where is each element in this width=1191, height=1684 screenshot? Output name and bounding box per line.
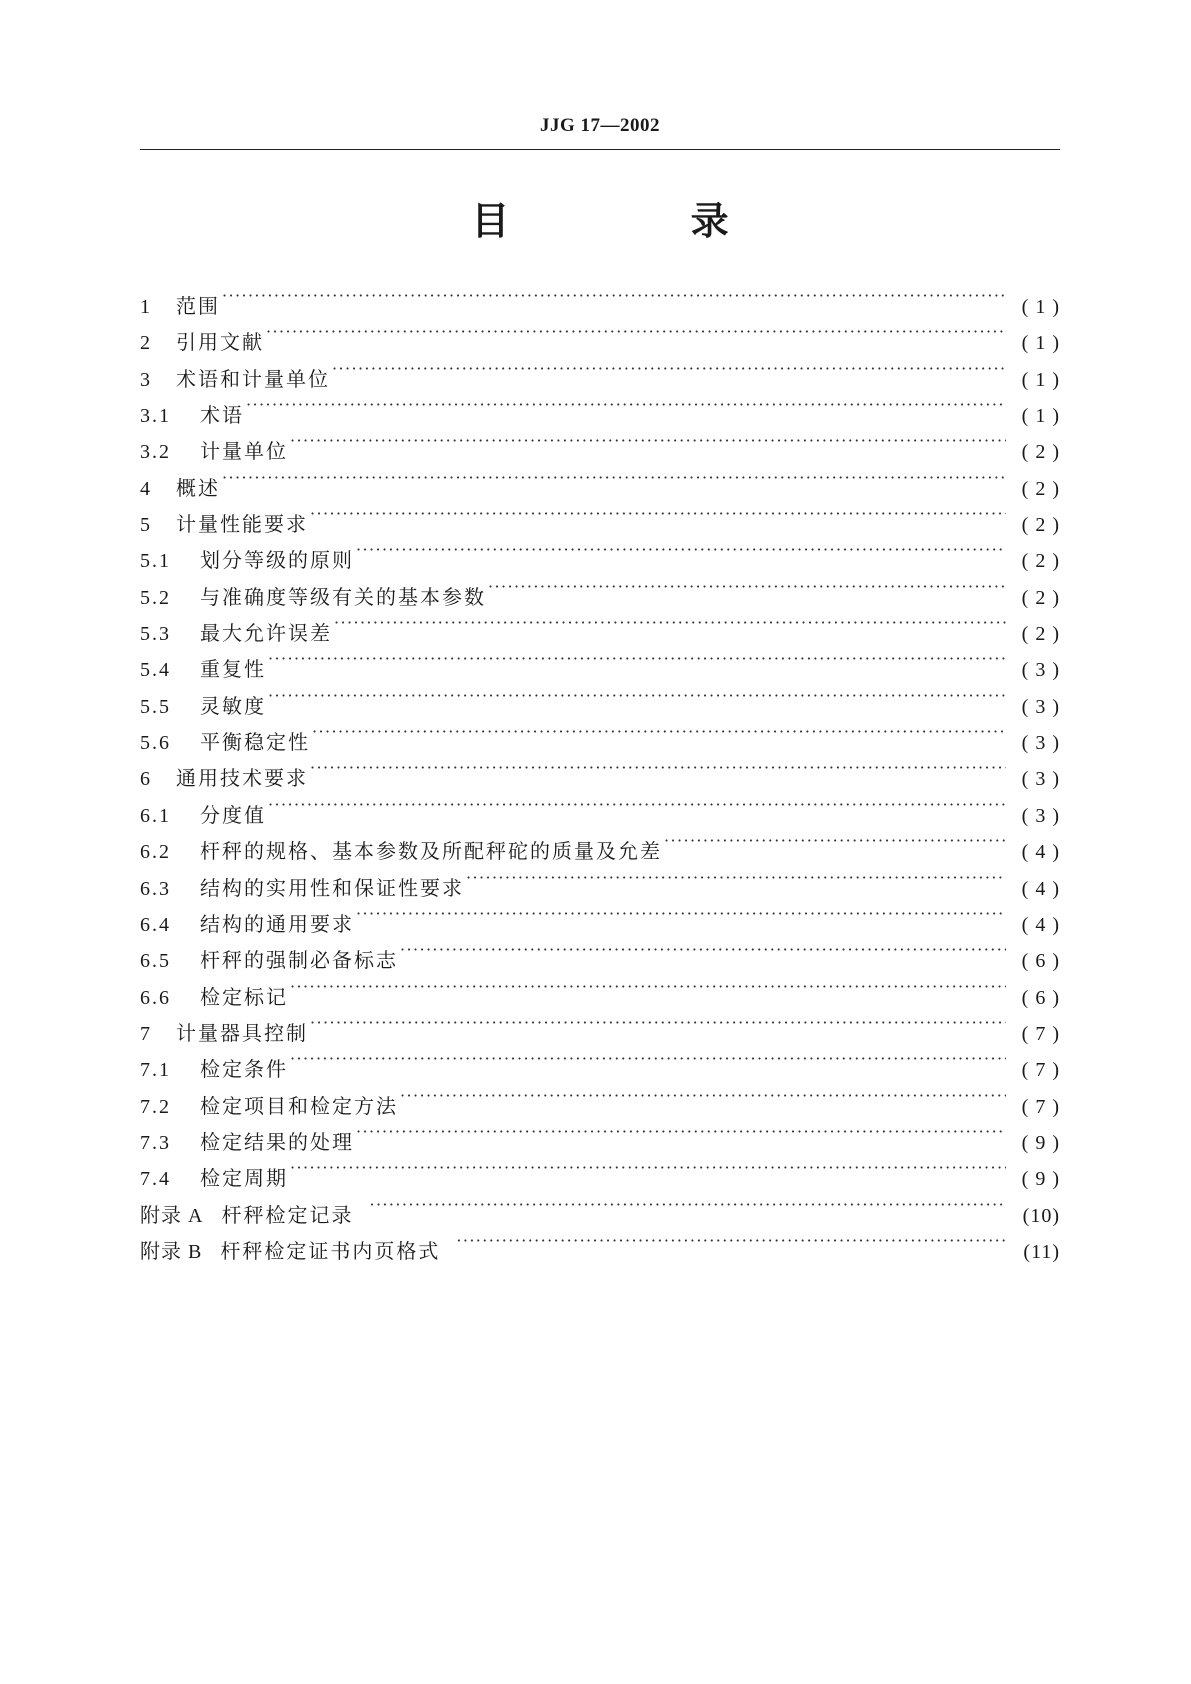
toc-entry-page: ( 4 ) (1021, 841, 1060, 864)
toc-entry[interactable] (140, 713, 1060, 755)
toc-dot-leader (488, 568, 1006, 604)
toc-entry-label: 计量单位 (200, 439, 288, 464)
toc-entry-page: ( 9 ) (1021, 1168, 1060, 1191)
toc-dot-leader (246, 386, 1006, 422)
toc-dot-leader (466, 859, 1006, 895)
toc-entry-number: 1 (140, 296, 152, 318)
toc-entry-label: 与准确度等级有关的基本参数 (200, 584, 486, 609)
toc-dot-leader (400, 1077, 1006, 1113)
toc-dot-leader (268, 677, 1006, 713)
toc-dot-leader (356, 895, 1006, 931)
toc-entry-number: 6.6 (140, 986, 171, 1009)
toc-entry-number: 7 (140, 1022, 152, 1045)
toc-entry-page: ( 2 ) (1021, 477, 1060, 500)
toc-entry-label: 检定周期 (200, 1166, 288, 1191)
toc-entry-label: 杆秤检定记录 (221, 1202, 354, 1227)
toc-entry-page: ( 2 ) (1021, 441, 1060, 464)
toc-entry-page: ( 1 ) (1021, 296, 1060, 318)
toc-entry-page: ( 3 ) (1021, 659, 1060, 682)
toc-entry-page: ( 7 ) (1021, 1059, 1060, 1082)
toc-entry-page: ( 9 ) (1021, 1131, 1060, 1154)
page-title: 目 录 (471, 199, 813, 243)
toc-entry-page: ( 6 ) (1021, 986, 1060, 1009)
toc-dot-leader (332, 350, 1006, 386)
toc-dot-leader (310, 495, 1006, 531)
toc-entry-label: 计量器具控制 (176, 1020, 308, 1045)
toc-entry-label: 杆秤的强制必备标志 (200, 948, 398, 973)
toc-entry-number: 6.4 (140, 913, 171, 936)
toc-entry-label: 划分等级的原则 (200, 548, 354, 573)
toc-dot-leader (290, 422, 1006, 458)
toc-dot-leader (664, 822, 1006, 858)
toc-entry-page: ( 3 ) (1021, 804, 1060, 827)
toc-entry-page: ( 2 ) (1021, 514, 1060, 537)
toc-dot-leader (268, 640, 1006, 676)
toc-entry-label: 通用技术要求 (176, 766, 308, 791)
toc-entry-page: ( 3 ) (1021, 768, 1060, 791)
toc-entry[interactable] (140, 495, 1060, 537)
toc-entry[interactable] (140, 822, 1060, 864)
toc-entry-page: ( 2 ) (1021, 550, 1060, 573)
toc-entry-page: ( 2 ) (1021, 586, 1060, 609)
toc-entry-label: 检定条件 (200, 1057, 288, 1082)
toc-entry-number: 5.3 (140, 623, 171, 646)
toc-entry-page: (11) (1023, 1240, 1060, 1263)
toc-entry-number: 5.4 (140, 659, 171, 682)
toc-entry-number: 7.1 (140, 1059, 171, 1082)
toc-entry[interactable] (140, 422, 1060, 464)
toc-entry-label: 结构的实用性和保证性要求 (200, 875, 464, 900)
toc-dot-leader (400, 931, 1006, 967)
toc-entry-number: 5.2 (140, 586, 171, 609)
toc-entry-number: 5.5 (140, 695, 171, 718)
toc-entry-label: 检定项目和检定方法 (200, 1093, 398, 1118)
toc-entry-page: ( 4 ) (1021, 913, 1060, 936)
toc-entry-label: 分度值 (200, 802, 266, 827)
header-divider (140, 149, 1060, 150)
toc-entry-number: 附录 A (140, 1204, 204, 1227)
table-of-contents (140, 277, 1060, 1263)
toc-entry-label: 范围 (176, 294, 220, 318)
toc-dot-leader (290, 1040, 1006, 1076)
toc-entry-label: 计量性能要求 (176, 512, 308, 537)
toc-entry-label: 检定标记 (200, 984, 288, 1009)
toc-entry-label: 术语 (200, 403, 244, 428)
toc-entry[interactable] (140, 386, 1060, 428)
toc-entry-label: 引用文献 (176, 330, 264, 355)
toc-dot-leader (312, 713, 1006, 749)
toc-entry-number: 2 (140, 332, 152, 355)
toc-entry-number: 3 (140, 368, 152, 391)
toc-entry[interactable] (140, 350, 1060, 391)
toc-entry-page: ( 1 ) (1021, 368, 1060, 391)
page-header-standard-code: JJG 17—2002 (539, 115, 661, 136)
toc-dot-leader (290, 1149, 1006, 1185)
toc-entry-page: ( 7 ) (1021, 1095, 1060, 1118)
toc-entry-number: 附录 B (140, 1240, 203, 1263)
toc-entry-label: 重复性 (200, 657, 266, 682)
toc-entry-number: 5.6 (140, 732, 171, 755)
toc-entry-label: 结构的通用要求 (200, 911, 354, 936)
toc-entry-page: ( 4 ) (1021, 877, 1060, 900)
toc-dot-leader (222, 277, 1006, 313)
toc-dot-leader (266, 313, 1006, 349)
toc-entry[interactable] (140, 677, 1060, 718)
toc-dot-leader (290, 968, 1006, 1004)
toc-entry-label: 杆秤检定证书内页格式 (220, 1238, 441, 1263)
toc-dot-leader (456, 1222, 1006, 1258)
toc-entry-label: 平衡稳定性 (200, 730, 310, 755)
toc-entry-number: 6 (140, 768, 152, 791)
toc-entry-page: (10) (1022, 1204, 1060, 1227)
toc-entry-number: 5 (140, 514, 152, 537)
toc-entry-page: ( 6 ) (1021, 950, 1060, 973)
toc-entry-label: 检定结果的处理 (200, 1129, 354, 1154)
toc-entry-page: ( 3 ) (1021, 732, 1060, 755)
toc-entry-page: ( 1 ) (1021, 332, 1060, 355)
toc-entry-number: 7.3 (140, 1131, 171, 1154)
toc-dot-leader (356, 531, 1006, 567)
toc-entry-page: ( 1 ) (1021, 405, 1060, 428)
toc-dot-leader (334, 604, 1006, 640)
toc-entry[interactable] (140, 786, 1060, 827)
toc-entry-page: ( 2 ) (1021, 623, 1060, 646)
toc-entry-number: 5.1 (140, 550, 171, 573)
toc-entry-number: 3.1 (140, 405, 171, 428)
toc-entry-label: 杆秤的规格、基本参数及所配秤砣的质量及允差 (200, 839, 662, 864)
toc-entry-number: 7.4 (140, 1168, 171, 1191)
toc-entry-number: 6.1 (140, 804, 171, 827)
toc-entry-number: 7.2 (140, 1095, 171, 1118)
toc-entry-page: ( 3 ) (1021, 695, 1060, 718)
toc-dot-leader (310, 749, 1006, 785)
toc-entry-number: 6.5 (140, 950, 171, 973)
toc-entry-number: 4 (140, 477, 152, 500)
toc-entry-label: 最大允许误差 (200, 621, 332, 646)
toc-dot-leader (356, 1113, 1006, 1149)
toc-entry[interactable] (140, 313, 1060, 355)
toc-entry-number: 3.2 (140, 441, 171, 464)
toc-entry[interactable] (140, 459, 1060, 500)
toc-entry[interactable] (140, 277, 1060, 318)
toc-entry-label: 概述 (176, 475, 220, 500)
toc-entry-label: 术语和计量单位 (176, 366, 330, 391)
toc-entry-page: ( 7 ) (1021, 1022, 1060, 1045)
toc-entry[interactable] (140, 640, 1060, 682)
toc-entry-number: 6.2 (140, 841, 171, 864)
toc-entry-label: 灵敏度 (200, 693, 266, 718)
toc-dot-leader (268, 786, 1006, 822)
toc-entry-number: 6.3 (140, 877, 171, 900)
toc-dot-leader (369, 1186, 1006, 1222)
toc-dot-leader (310, 1004, 1006, 1040)
toc-dot-leader (222, 459, 1006, 495)
